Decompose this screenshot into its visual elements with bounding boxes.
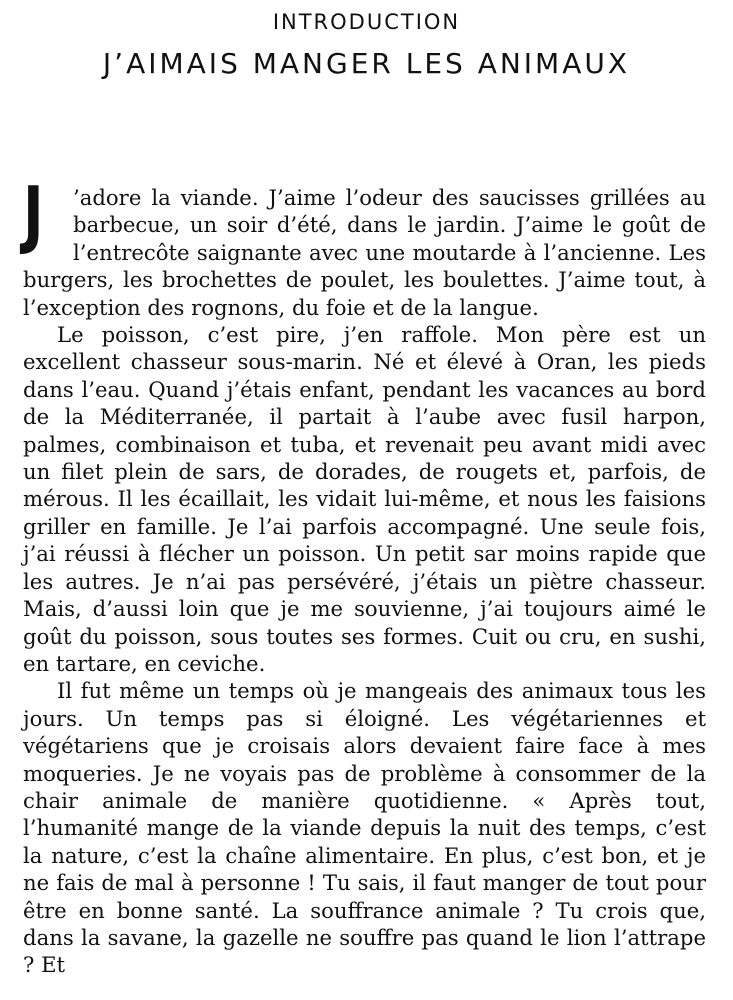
paragraph-3: Il fut même un temps où je mangeais des animaux tous les jours. Un temps pas si éloigné. Les végétariennes et végétariens que je croisais alors devaient faire face à mes moqueries. Je ne voyais pas de problème à consommer de la chair animale de manière quotidienne. « Après tout, l’humanité mange de la viande depuis la nuit des temps, c’est la nature, c’est la chaîne alimentaire. En plus, c’est bon, et je ne fais de mal à personne ! Tu sais, il faut manger de tout pour être en bonne santé. La souffrance animale ? Tu crois que, dans la savane, la gazelle ne souffre pas quand le lion l’attrape ? Et bbox=[23, 678, 706, 978]
drop-cap: J bbox=[23, 171, 44, 257]
chapter-kicker: INTRODUCTION bbox=[272, 10, 461, 34]
body-text bbox=[23, 171, 706, 979]
paragraph-1 bbox=[23, 171, 706, 321]
paragraph-1-text: ’adore la viande. J’aime l’odeur des saucisses grillées au barbecue, un soir d’été, dans le jardin. J’aime le goût de l’entrecôte saignante avec une moutarde à l’ancienne. Les burgers, les brochettes de poulet, les boulettes. J’aime tout, à l’exception des rognons, du foie et de la langue. bbox=[23, 185, 706, 320]
chapter-title: J’AIMAIS MANGER LES ANIMAUX bbox=[102, 47, 631, 80]
paragraph-2: Le poisson, c’est pire, j’en raffole. Mon père est un excellent chasseur sous-marin. Né et élevé à Oran, les pieds dans l’eau. Quand j’étais enfant, pendant les vacances au bord de la Méditerranée, il partait à l’aube avec fusil harpon, palmes, combinaison et tuba, et revenait peu avant midi avec un filet plein de sars, de dorades, de rougets et, parfois, de mérous. Il les écaillait, les vidait lui-même, et nous les faisions griller en famille. Je l’ai parfois accompagné. Une seule fois, j’ai réussi à flécher un poisson. Un petit sar moins rapide que les autres. Je n’ai pas persévéré, j’étais un piètre chasseur. Mais, d’aussi loin que je me souvienne, j’ai toujours aimé le goût du poisson, sous toutes ses formes. Cuit ou cru, en sushi, en tartare, en ceviche. bbox=[23, 322, 706, 676]
